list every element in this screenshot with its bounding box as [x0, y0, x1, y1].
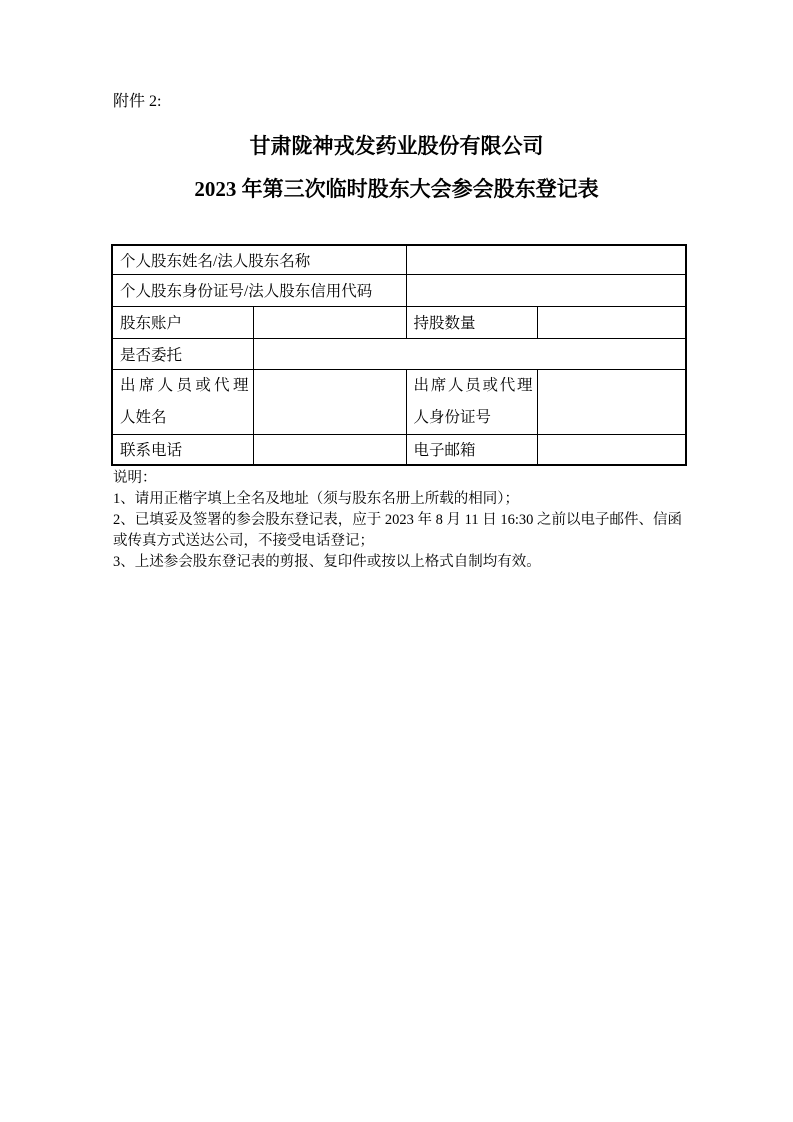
shares-label: 持股数量	[406, 306, 537, 338]
shareholder-name-value-cell	[406, 245, 686, 274]
table-row	[112, 369, 686, 434]
attendee-id-label	[406, 369, 537, 434]
attendee-id-label-line1: 出席人员或代理	[413, 376, 533, 394]
attendee-id-label-line2: 人身份证号	[413, 408, 492, 426]
account-value-cell	[253, 306, 406, 338]
document-subtitle: 2023 年第三次临时股东大会参会股东登记表	[194, 177, 599, 201]
table-row	[112, 338, 686, 369]
shareholder-id-value-cell	[406, 274, 686, 306]
proxy-label: 是否委托	[112, 338, 253, 369]
account-label: 股东账户	[112, 306, 253, 338]
shareholder-id-label: 个人股东身份证号/法人股东信用代码	[112, 274, 406, 306]
note-line: 3、上述参会股东登记表的剪报、复印件或按以上格式自制均有效。	[113, 554, 541, 570]
company-title: 甘肃陇神戎发药业股份有限公司	[249, 134, 544, 158]
shareholder-name-label: 个人股东姓名/法人股东名称	[112, 245, 406, 274]
shares-value-cell	[537, 306, 686, 338]
table-row	[112, 306, 686, 338]
phone-value-cell	[253, 434, 406, 465]
attachment-label: 附件 2:	[113, 93, 162, 110]
table-row	[112, 274, 686, 306]
phone-label: 联系电话	[112, 434, 253, 465]
note-line: 或传真方式送达公司，不接受电话登记；	[113, 533, 374, 549]
notes-section	[113, 468, 693, 573]
attendee-name-label-line2: 人姓名	[120, 408, 167, 426]
email-value-cell	[537, 434, 686, 465]
registration-table	[111, 244, 687, 466]
notes-heading: 说明：	[113, 470, 157, 486]
table-row	[112, 245, 686, 274]
attendee-name-label-line1: 出席人员或代理	[120, 376, 249, 394]
proxy-value-cell	[253, 338, 686, 369]
email-label: 电子邮箱	[406, 434, 537, 465]
note-line: 2、已填妥及签署的参会股东登记表，应于 2023 年 8 月 11 日 16:30 之前以电子邮件、信函	[113, 512, 682, 528]
attendee-name-value-cell	[253, 369, 406, 434]
attendee-id-value-cell	[537, 369, 686, 434]
note-line: 1、请用正楷字填上全名及地址（须与股东名册上所载的相同）；	[113, 491, 519, 507]
table-row	[112, 434, 686, 465]
attendee-name-label	[112, 369, 253, 434]
